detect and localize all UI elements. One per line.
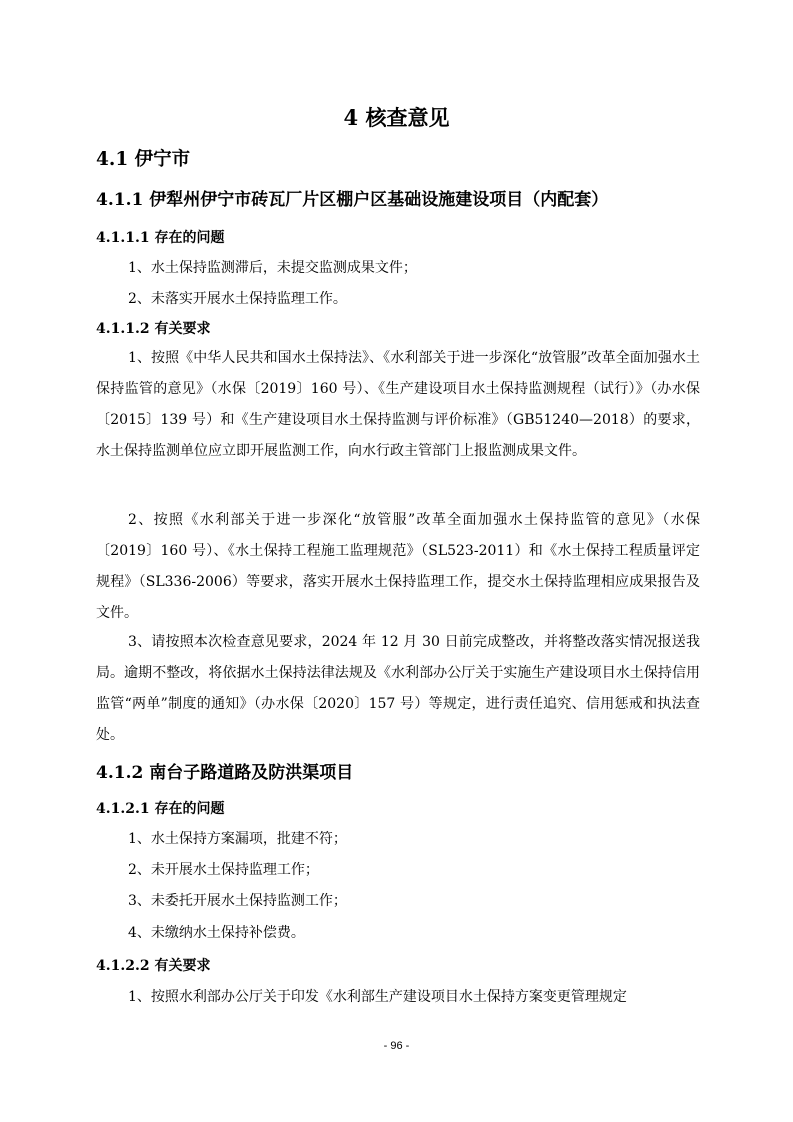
- problem-item: 1、水土保持监测滞后，未提交监测成果文件；: [128, 260, 417, 276]
- chapter-title: 4 核查意见: [343, 105, 450, 130]
- problem-item: 2、未落实开展水土保持监理工作。: [128, 291, 347, 307]
- requirement-paragraph: 1、按照《中华人民共和国水土保持法》、《水利部关于进一步深化“放管服”改革全面加强水土保持监管的意见》（水保〔2019〕160 号）、《生产建设项目水土保持监测规程（试行）》（办水保〔2015〕139 号）和《生产建设项目水土保持监测与评价标准》（GB51240—2018）的要求，水土保持监测单位应立即开展监测工作，向水行政主管部门上报监测成果文件。: [96, 350, 700, 459]
- problem-item: 1、水土保持方案漏项，批建不符；: [128, 831, 347, 847]
- section-title: 4.1 伊宁市: [96, 149, 191, 170]
- problems-heading: 4.1.2.1 存在的问题: [96, 801, 225, 817]
- requirements-heading: 4.1.2.2 有关要求: [96, 958, 211, 974]
- project-title: 4.1.1 伊犁州伊宁市砖瓦厂片区棚户区基础设施建设项目（内配套）: [96, 190, 609, 210]
- problem-item: 4、未缴纳水土保持补偿费。: [128, 925, 305, 941]
- requirement-paragraph: 3、请按照本次检查意见要求，2024 年 12 月 30 日前完成整改，并将整改落实情况报送我局。逾期不整改，将依据水土保持法律法规及《水利部办公厅关于实施生产建设项目水土保持信用监管“两单”制度的通知》（办水保〔2020〕157 号）等规定，进行责任追究、信用惩戒和执法查处。: [96, 634, 700, 743]
- requirement-paragraph: 2、按照《水利部关于进一步深化“放管服”改革全面加强水土保持监管的意见》（水保〔2019〕160 号）、《水土保持工程施工监理规范》（SL523-2011）和《水土保持工程质量评定规程》（SL336-2006）等要求，落实开展水土保持监理工作，提交水土保持监理相应成果报告及文件。: [96, 512, 700, 621]
- requirement-paragraph: 1、按照水利部办公厅关于印发《水利部生产建设项目水土保持方案变更管理规定: [128, 989, 627, 1005]
- page-number: - 96 -: [383, 1040, 410, 1052]
- problems-heading: 4.1.1.1 存在的问题: [96, 230, 225, 246]
- problem-item: 2、未开展水土保持监理工作；: [128, 862, 319, 878]
- requirements-heading: 4.1.1.2 有关要求: [96, 321, 211, 337]
- problem-item: 3、未委托开展水土保持监测工作；: [128, 893, 347, 909]
- project-title: 4.1.2 南台子路道路及防洪渠项目: [96, 763, 354, 783]
